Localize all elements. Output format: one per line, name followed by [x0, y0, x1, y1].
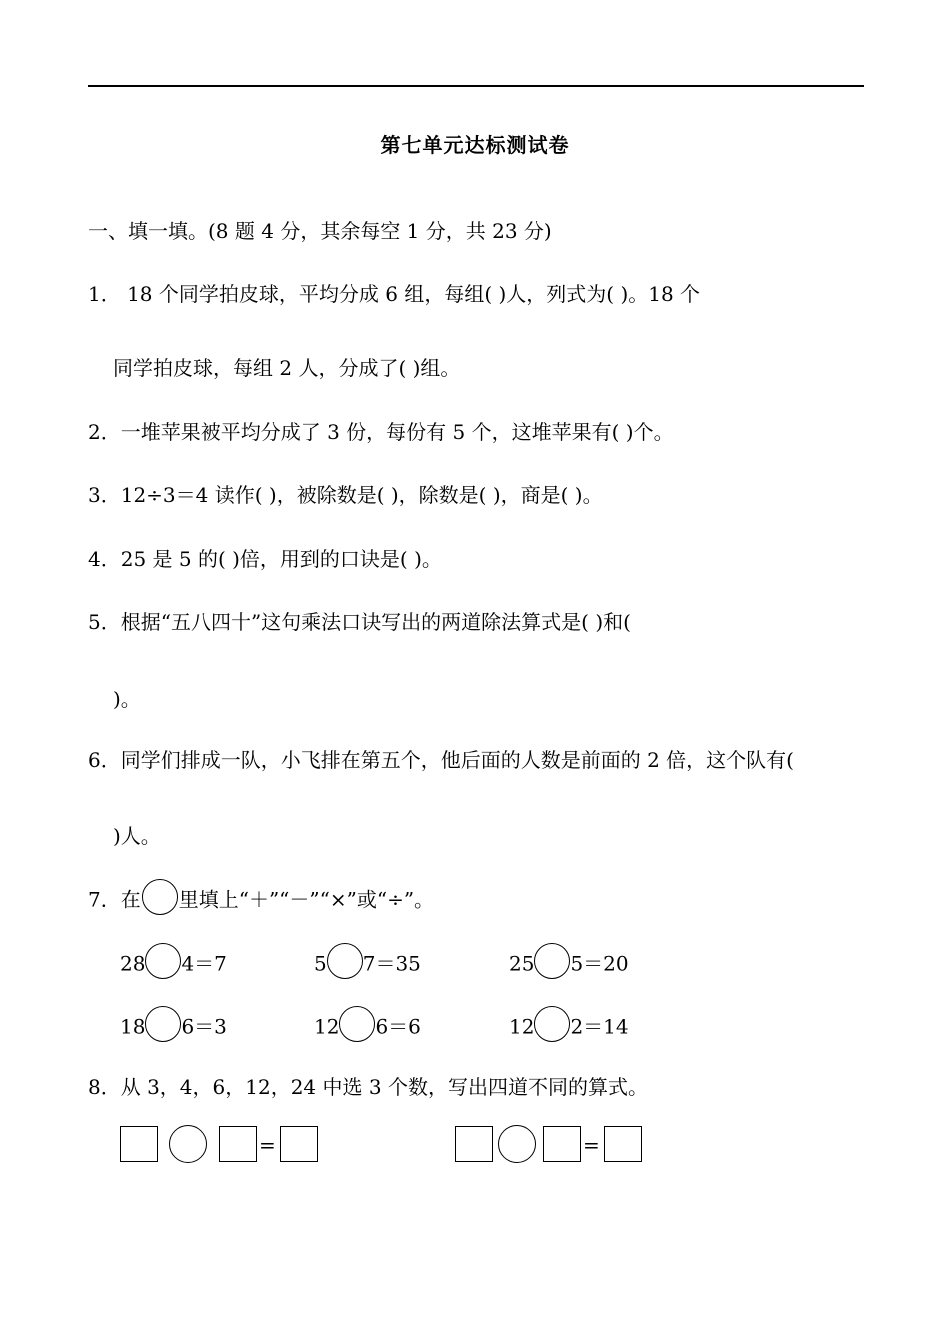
question-5-line-1: 5．根据“五八四十”这句乘法口诀写出的两道除法算式是( )和( [88, 610, 631, 634]
question-6-line-2: )人。 [113, 824, 161, 848]
equation-rest: 6＝3 [181, 1014, 227, 1039]
equation-4 [120, 1010, 227, 1046]
operator-blank[interactable] [339, 1006, 375, 1042]
number-box[interactable] [604, 1126, 642, 1162]
operator-blank[interactable] [327, 943, 363, 979]
operator-blank[interactable] [534, 943, 570, 979]
equation-operand: 12 [509, 1014, 535, 1039]
question-7-suffix: 里填上“＋”“－”“×”或“÷”。 [178, 887, 435, 912]
equation-operand: 5 [314, 951, 327, 976]
equals-sign: = [583, 1133, 600, 1157]
equation-rest: 5＝20 [570, 951, 629, 976]
equation-operand: 25 [509, 951, 535, 976]
question-6-line-1: 6．同学们排成一队，小飞排在第五个，他后面的人数是前面的 2 倍，这个队有( [88, 748, 794, 772]
equation-5 [314, 1010, 421, 1046]
equation-2 [314, 947, 421, 983]
question-7-prefix: 7．在 [88, 887, 141, 912]
question-2: 2．一堆苹果被平均分成了 3 份，每份有 5 个，这堆苹果有( )个。 [88, 420, 674, 444]
equation-rest: 2＝14 [570, 1014, 629, 1039]
number-box[interactable] [455, 1126, 493, 1162]
operator-blank[interactable] [145, 1006, 181, 1042]
number-box[interactable] [543, 1126, 581, 1162]
question-3: 3．12÷3＝4 读作( )，被除数是( )，除数是( )，商是( )。 [88, 483, 603, 507]
question-7-instruction [88, 883, 434, 919]
operator-blank[interactable] [145, 943, 181, 979]
equation-3 [509, 947, 629, 983]
top-rule [88, 85, 864, 87]
number-box[interactable] [219, 1126, 257, 1162]
equation-1 [120, 947, 227, 983]
number-box[interactable] [120, 1126, 158, 1162]
equation-rest: 7＝35 [362, 951, 421, 976]
question-1-line-1: 1． 18 个同学拍皮球，平均分成 6 组，每组( )人，列式为( )。18 个 [88, 282, 701, 306]
equation-rest: 6＝6 [375, 1014, 421, 1039]
equation-operand: 18 [120, 1014, 146, 1039]
question-4: 4．25 是 5 的( )倍，用到的口诀是( )。 [88, 547, 442, 571]
operator-circle-icon [142, 879, 178, 915]
page-title: 第七单元达标测试卷 [380, 133, 570, 157]
section-heading: 一、填一填。(8 题 4 分，其余每空 1 分，共 23 分) [88, 219, 552, 243]
number-box[interactable] [280, 1126, 318, 1162]
question-5-line-2: )。 [113, 687, 141, 711]
question-8: 8．从 3，4，6，12，24 中选 3 个数，写出四道不同的算式。 [88, 1075, 648, 1099]
operator-circle[interactable] [498, 1125, 536, 1163]
operator-blank[interactable] [534, 1006, 570, 1042]
equation-operand: 28 [120, 951, 146, 976]
question-1-line-2: 同学拍皮球，每组 2 人，分成了( )组。 [113, 356, 461, 380]
equation-rest: 4＝7 [181, 951, 227, 976]
equation-operand: 12 [314, 1014, 340, 1039]
equation-6 [509, 1010, 629, 1046]
equals-sign: = [259, 1133, 276, 1157]
operator-circle[interactable] [169, 1125, 207, 1163]
